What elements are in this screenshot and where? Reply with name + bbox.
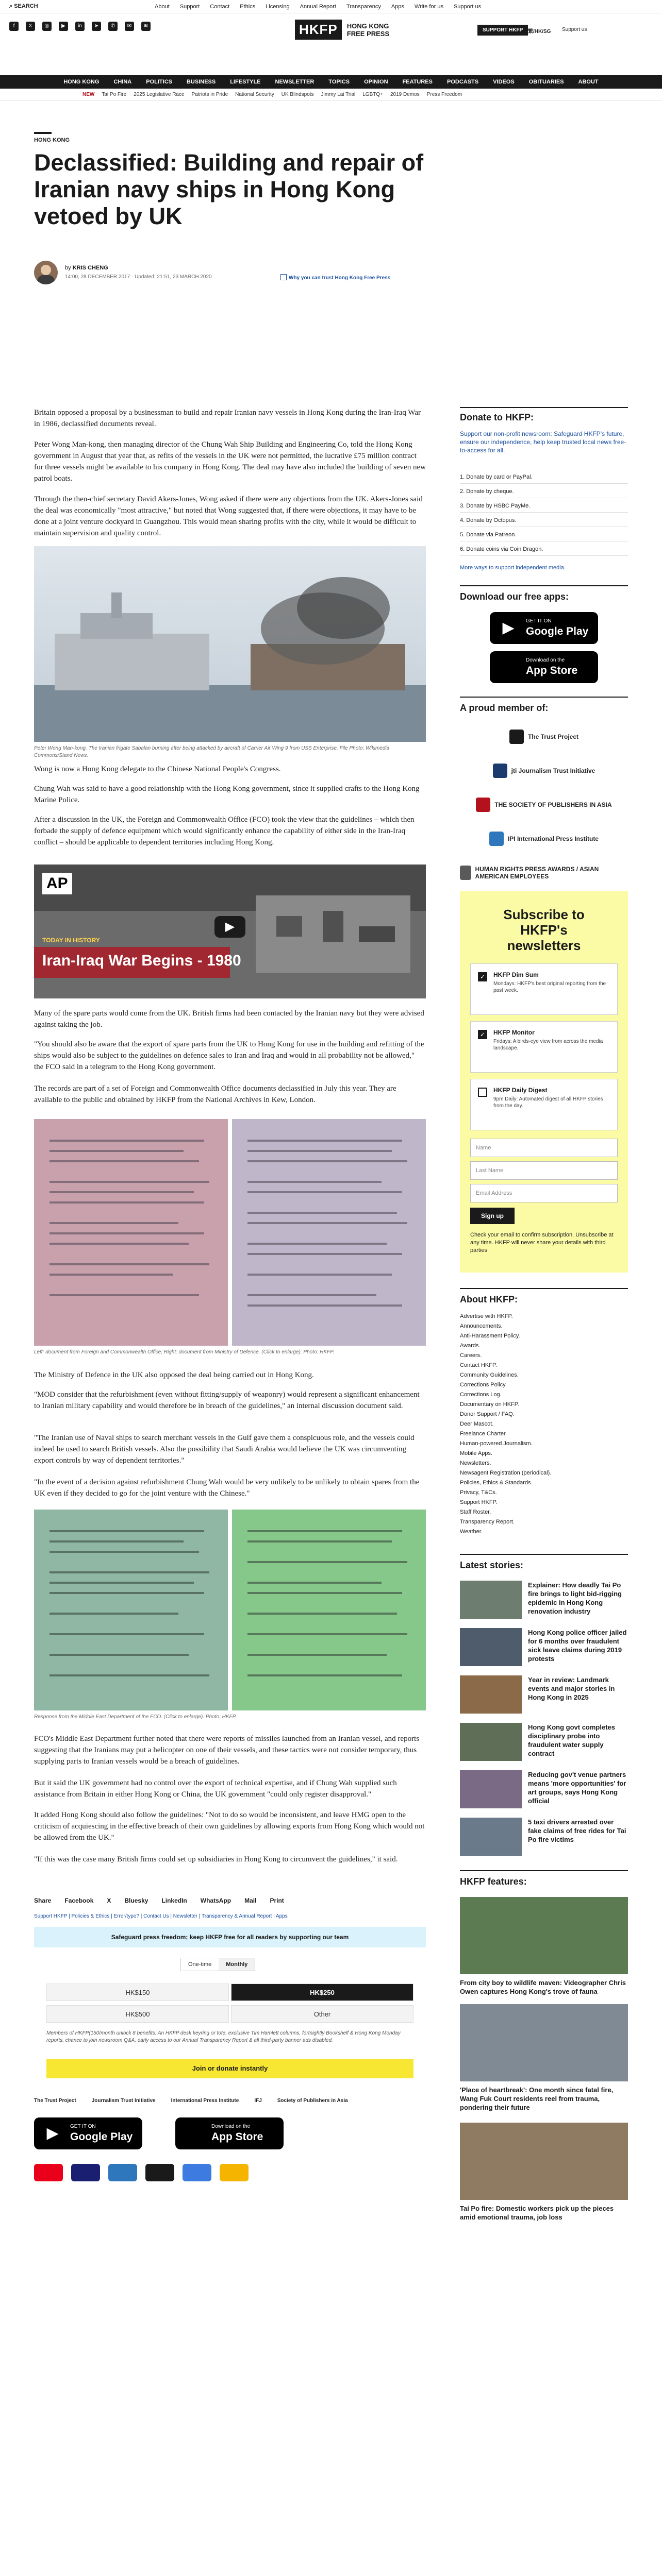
share-linkedin[interactable]: LinkedIn [161, 1897, 187, 1904]
nav-lifestyle[interactable]: LIFESTYLE [230, 79, 261, 85]
social-icons [9, 22, 151, 31]
top-utility-bar [0, 0, 662, 13]
about-link[interactable]: Mobile Apps. [460, 1450, 492, 1456]
share-whatsapp[interactable]: WhatsApp [200, 1897, 231, 1904]
instagram-icon[interactable]: ◎ [42, 22, 52, 31]
share-x[interactable]: X [107, 1897, 111, 1904]
latest-story[interactable]: Explainer: How deadly Tai Po fire brings to light bid-rigging epidemic in Hong Kong renovation industry [460, 1581, 628, 1622]
about-list [460, 1312, 628, 1537]
ticker-item[interactable]: 2019 Demos [390, 92, 420, 97]
payment-cards [34, 2164, 426, 2181]
about-link[interactable]: Awards. [460, 1343, 481, 1349]
ticker-item[interactable]: Patriots in Pride [191, 92, 228, 97]
member-logo-jti[interactable]: jti Journalism Trust Initiative [460, 755, 628, 786]
whatsapp-icon[interactable]: ✆ [108, 22, 118, 31]
article-paragraph: It added Hong Kong should also follow the guidelines: "Not to do so would be inconsistent, and leave HMG open to the criticism of acquiescing in the effective breach of their own guidelines by allowing exports from Hong Kong which would not be allowed from the UK." [34, 1811, 425, 1842]
feature-image [460, 2123, 628, 2200]
share-mail[interactable]: Mail [244, 1897, 257, 1904]
byline: by KRIS CHENG [65, 265, 108, 271]
feature-image [460, 1897, 628, 1974]
about-link[interactable]: Documentary on HKFP. [460, 1401, 519, 1408]
about-link[interactable]: Support HKFP. [460, 1499, 498, 1505]
share-label: Share [34, 1897, 52, 1904]
about-link[interactable]: Careers. [460, 1352, 482, 1359]
about-link[interactable]: Community Guidelines. [460, 1372, 519, 1378]
article-dates: 14:00, 28 DECEMBER 2017 · Updated: 21:51, 23 MARCH 2020 [65, 274, 212, 280]
telegram-icon[interactable]: ➤ [92, 22, 101, 31]
member-logo-sopa[interactable]: THE SOCIETY OF PUBLISHERS IN ASIA [460, 789, 628, 820]
top-link-transparency[interactable]: Transparency [346, 4, 381, 10]
facebook-icon[interactable]: f [9, 22, 19, 31]
document-scans-2[interactable] [34, 1510, 426, 1710]
email-input[interactable]: Email Address [470, 1184, 618, 1202]
donate-option[interactable]: 3. Donate by HSBC PayMe. [460, 503, 628, 509]
donate-heading: Donate to HKFP: [460, 412, 534, 422]
apple-icon [184, 2124, 204, 2143]
photo-caption: Response from the Middle East Department of the FCO. (Click to enlarge). Photo: HKFP. [34, 1714, 237, 1720]
top-links [155, 4, 481, 10]
trust-link[interactable]: Why you can trust Hong Kong Free Press [280, 274, 390, 281]
nav-features[interactable]: FEATURES [402, 79, 433, 85]
logo-name: HONG KONG FREE PRESS [346, 22, 390, 38]
tab-monthly[interactable]: Monthly [219, 1958, 255, 1971]
nav-politics[interactable]: POLITICS [146, 79, 172, 85]
about-link[interactable]: Contact HKFP. [460, 1362, 497, 1368]
article-paragraph: "If this was the case many British firms could set up subsidiaries in Hong Kong to circumvent the guidelines," it said. [34, 1855, 398, 1863]
sign-up-button[interactable]: Sign up [470, 1208, 515, 1224]
avatar[interactable] [34, 261, 58, 284]
feature-story[interactable]: Tai Po fire: Domestic workers pick up the pieces amid emotional trauma, job loss [460, 2123, 628, 2222]
newsletter-daily-digest[interactable]: HKFP Daily Digest 9pm Daily: Automated digest of all HKFP stories from the day. [470, 1079, 618, 1130]
story-thumbnail [460, 1770, 522, 1808]
video-kicker: TODAY IN HISTORY [42, 937, 100, 944]
youtube-icon[interactable]: ▶ [59, 22, 68, 31]
ship-photo [34, 546, 426, 742]
story-thumbnail [460, 1675, 522, 1714]
shield-check-icon [280, 274, 287, 280]
google-play-icon: ▶ [46, 2125, 59, 2142]
apple-icon [498, 657, 519, 677]
topic-ticker [0, 89, 662, 101]
about-link[interactable]: Newsagent Registration (periodical). [460, 1470, 552, 1476]
about-link[interactable]: Advertise with HKFP. [460, 1313, 513, 1319]
nav-newsletter[interactable]: NEWSLETTER [275, 79, 315, 85]
google-play-button-footer[interactable]: ▶ GET IT ON Google Play [34, 2117, 142, 2149]
footer-logo[interactable]: Society of Publishers in Asia [277, 2098, 348, 2104]
ticker-new-label: NEW [82, 92, 95, 97]
app-store-button-footer[interactable]: Download on the App Store [175, 2117, 284, 2149]
newsletter-note: Check your email to confirm subscription. Unsubscribe at any time. HKFP will never share your details with third parties. [470, 1232, 614, 1253]
apps-heading: Download our free apps: [460, 591, 569, 602]
member-logo-hrpa[interactable]: HUMAN RIGHTS PRESS AWARDS / ASIAN AMERICAN EMPLOYEES [460, 857, 628, 888]
first-name-input[interactable]: Name [470, 1139, 618, 1157]
about-link[interactable]: Staff Roster. [460, 1509, 491, 1515]
ticker-item[interactable]: National Security [235, 92, 274, 97]
footer-links[interactable]: Support HKFP | Policies & Ethics | Error/typo? | Contact Us | Newsletter | Transparency & Annual Report | Apps [34, 1913, 288, 1919]
about-heading: About HKFP: [460, 1294, 518, 1304]
nav-about[interactable]: ABOUT [578, 79, 599, 85]
donate-option[interactable]: 4. Donate by Octopus. [460, 517, 628, 523]
ticker-item[interactable]: Press Freedom [426, 92, 462, 97]
feature-image [460, 2004, 628, 2081]
rss-icon[interactable]: ≋ [141, 22, 151, 31]
ticker-item[interactable]: UK Blindspots [281, 92, 314, 97]
main-nav [0, 75, 662, 89]
top-link-licensing[interactable]: Licensing [266, 4, 290, 10]
article-kicker[interactable]: HONG KONG [34, 137, 70, 143]
kicker-rule [34, 132, 52, 134]
article-paragraph: "In the event of a decision against refurbishment Chung Wah would be very unlikely to be unlikely to obtain spares from the UK even if they decided to go for the joint venture with the Chinese." [34, 1478, 420, 1498]
last-name-input[interactable]: Last Name [470, 1161, 618, 1180]
support-hkfp-button[interactable]: SUPPORT HKFP [477, 25, 528, 36]
top-link-apps[interactable]: Apps [391, 4, 404, 10]
about-link[interactable]: Human-powered Journalism. [460, 1440, 533, 1447]
x-icon[interactable]: X [26, 22, 35, 31]
features-heading: HKFP features: [460, 1876, 527, 1887]
document-scans[interactable] [34, 1119, 426, 1346]
donate-option[interactable]: 5. Donate via Patreon. [460, 532, 628, 538]
author-row [34, 261, 446, 286]
amount-other[interactable]: Other [231, 2005, 413, 2023]
about-link[interactable]: Donor Support / FAQ. [460, 1411, 515, 1417]
top-link-write[interactable]: Write for us [414, 4, 443, 10]
top-link-about[interactable]: About [155, 4, 170, 10]
checkbox-checked[interactable]: ✓ [478, 972, 487, 981]
photo-caption: Peter Wong Man-kong. The Iranian frigate Sabalan burning after being attacked by aircraft of Carrier Air Wing 9 from USS Enterprise. File Photo: Wikimedia Commons/Stand News. [34, 745, 390, 758]
latest-story[interactable]: Year in review: Landmark events and major stories in Hong Kong in 2025 [460, 1675, 628, 1717]
google-play-icon: ▶ [502, 619, 515, 636]
about-link[interactable]: Policies, Ethics & Standards. [460, 1480, 533, 1486]
article-paragraph: But it said the UK government had no control over the export of technical expertise, and if Chung Wah supplied such assistance from Britain in either Hong Kong or China, the UK government "could only register disapproval." [34, 1779, 397, 1799]
newsletter-signup: Subscribe to HKFP's newsletters ✓ HKFP Dim Sum Mondays: HKFP's best original reporting from the past week. ✓ HKFP Monitor Fridays: A birds-eye view from across the media landscape. HKFP Daily Digest 9pm Daily: Automated digest of all HKFP stories from the day. Name Last Name Email Address Sign up Check your email to confirm subscription. Unsubscribe at any time. HKFP will never share your details with third parties. [460, 891, 628, 1273]
logo-mark: HKFP [295, 20, 342, 40]
mastercard-icon [34, 2164, 63, 2181]
article-title: Declassified: Building and repair of Iranian navy ships in Hong Kong vetoed by UK [34, 149, 424, 229]
share-print[interactable]: Print [270, 1897, 284, 1904]
join-donate-button[interactable]: Join or donate instantly [46, 2059, 413, 2078]
donate-option[interactable]: 6. Donate coins via Coin Dragon. [460, 546, 628, 552]
visa-icon [71, 2164, 100, 2181]
ticker-item[interactable]: 2025 Legislative Race [134, 92, 185, 97]
member-logo-trust-project[interactable]: The Trust Project [460, 721, 628, 752]
nav-hong-kong[interactable]: HONG KONG [63, 79, 100, 85]
article-paragraph: The records are part of a set of Foreign and Commonwealth Office documents declassified in July this year. They are available to the public and obtained by HKFP from the National Archives in Kew, London. [34, 1084, 396, 1104]
article-paragraph: Through the then-chief secretary David Akers-Jones, Wong asked if there were any objections from the UK. Akers-Jones said the deal was economically "most attractive," but noted that Wong suggested that, if there were objections, it may have to be done at a joint venture dockyard in Guangzhou. This would mean sharing profits with the city, while it would be difficult to maintain supervision and quality control. [34, 495, 423, 537]
latest-story[interactable]: Reducing gov't venue partners means 'more opportunities' for art groups, says Hong Kong official [460, 1770, 628, 1811]
footer-logo[interactable]: International Press Institute [171, 2098, 239, 2104]
about-link[interactable]: Announcements. [460, 1323, 503, 1329]
safeguard-banner: Safeguard press freedom; keep HKFP free for all readers by supporting our team [34, 1927, 426, 1947]
article-paragraph: After a discussion in the UK, the Foreign and Commonwealth Office (FCO) took the view that the guidelines – which then forbade the supply of defence equipment which would significantly enhance the capability of either side in the Iran-Iraq conflict – should be applicable to dependent territories including Hong Kong. [34, 816, 415, 846]
apple-pay-icon [145, 2164, 174, 2181]
story-thumbnail [460, 1581, 522, 1619]
google-pay-icon [183, 2164, 211, 2181]
ticker-item[interactable]: Tai Po Fire [102, 92, 127, 97]
about-link[interactable]: Transparency Report. [460, 1519, 515, 1525]
article-paragraph: Peter Wong Man-kong, then managing director of the Chung Wah Ship Building and Engineering Co, told the Hong Kong government in August that year that, as refits of the vessels in the UK were not permitted, the lucrative £75 million contract for three vessels might be available to his company in Hong Kong. The deal may have also included the building of seven new patrol boats. [34, 440, 426, 483]
top-link-support-us[interactable]: Support us [453, 4, 482, 10]
share-bluesky[interactable]: Bluesky [124, 1897, 148, 1904]
video-embed[interactable] [34, 865, 426, 998]
photo-caption: Left: document from Foreign and Commonwealth Office; Right: document from Ministry of Defence. (Click to enlarge). Photo: HKFP. [34, 1349, 335, 1355]
about-link[interactable]: Freelance Charter. [460, 1431, 507, 1437]
donate-option[interactable]: 1. Donate by card or PayPal. [460, 474, 628, 480]
checkbox-unchecked[interactable] [478, 1088, 487, 1097]
about-link[interactable]: Corrections Log. [460, 1392, 502, 1398]
member-logo-ipi[interactable]: IPI International Press Institute [460, 823, 628, 854]
nav-opinion[interactable]: OPINION [364, 79, 388, 85]
donate-option[interactable]: 2. Donate by cheque. [460, 488, 628, 495]
newsletter-monitor[interactable]: ✓ HKFP Monitor Fridays: A birds-eye view from across the media landscape. [470, 1021, 618, 1073]
footer-logo[interactable]: The Trust Project [34, 2098, 76, 2104]
amount-150[interactable]: HK$150 [46, 1984, 229, 2001]
nav-podcasts[interactable]: PODCASTS [446, 79, 479, 85]
top-link-annual-report[interactable]: Annual Report [300, 4, 336, 10]
search-icon: ⌕ [9, 3, 14, 9]
app-store-button[interactable]: Download on the App Store [490, 651, 598, 683]
footer-member-logos [34, 2098, 426, 2104]
about-link[interactable]: Anti-Harassment Policy. [460, 1333, 520, 1339]
nav-business[interactable]: BUSINESS [186, 79, 216, 85]
share-bar [34, 1897, 426, 1904]
article-paragraph: FCO's Middle East Department further noted that there were reports of missiles launched from an Iranian vessel, and reports suggesting that the Iranians may put a helicopter on one of their vessels, and these tactics were not consider temporary, thus supplying parts to Iranian vessels would be a breach of guidelines. [34, 1735, 420, 1766]
nav-obituaries[interactable]: OBITUARIES [528, 79, 564, 85]
site-logo[interactable] [295, 20, 389, 40]
latest-story[interactable]: Hong Kong police officer jailed for 6 months over fraudulent sick leave claims during 2019 protests [460, 1628, 628, 1669]
footer-logo[interactable]: Journalism Trust Initiative [91, 2098, 156, 2104]
mail-icon[interactable]: ✉ [125, 22, 134, 31]
author-link[interactable]: KRIS CHENG [72, 265, 108, 271]
search-button[interactable]: ⌕ SEARCH [9, 3, 38, 9]
about-link[interactable]: Deer Mascot. [460, 1421, 494, 1427]
article-paragraph: Wong is now a Hong Kong delegate to the Chinese National People's Congress. [34, 765, 281, 773]
amount-250[interactable]: HK$250 [231, 1984, 413, 2001]
article-paragraph: Many of the spare parts would come from the UK. British firms had been contacted by the Iranian navy but they were advised against taking the job. [34, 1009, 424, 1029]
support-us-link[interactable]: Support us [562, 27, 587, 32]
nav-china[interactable]: CHINA [113, 79, 132, 85]
top-link-ethics[interactable]: Ethics [240, 4, 256, 10]
linkedin-icon[interactable]: in [75, 22, 85, 31]
article-paragraph: The Ministry of Defence in the UK also opposed the deal being carried out in Hong Kong. [34, 1371, 314, 1379]
article-paragraph: "The Iranian use of Naval ships to search merchant vessels in the Gulf gave them a conspicuous role, and the vessels could indeed be used to search British vessels. Also the possibility that Saudi Arabia would believe the UK was circumventing export controls by way of dependent territories." [34, 1434, 415, 1465]
language-switch[interactable]: 繁/HK/SG [528, 29, 551, 35]
video-title: Iran-Iraq War Begins - 1980 [42, 952, 241, 969]
about-link[interactable]: Newsletters. [460, 1460, 491, 1466]
donation-frequency-tabs [180, 1958, 255, 1971]
more-ways-link[interactable]: More ways to support independent media. [460, 565, 566, 571]
article-paragraph: Chung Wah was said to have a good relationship with the Hong Kong government, since it supplied crafts to the Hong Kong Marine Police. [34, 785, 420, 804]
top-link-contact[interactable]: Contact [210, 4, 230, 10]
story-thumbnail [460, 1818, 522, 1856]
feature-story[interactable]: 'Place of heartbreak': One month since fatal fire, Wang Fuk Court residents reel from trauma, pondering their future [460, 2004, 628, 2112]
nav-videos[interactable]: VIDEOS [493, 79, 515, 85]
article-paragraph: Britain opposed a proposal by a businessman to build and repair Iranian navy vessels in Hong Kong during the Iran-Iraq War in 1986, declassified documents reveal. [34, 409, 421, 428]
latest-story[interactable]: Hong Kong govt completes disciplinary probe into fraudulent water supply contract [460, 1723, 628, 1764]
article-photo-ships[interactable] [34, 546, 426, 742]
story-thumbnail [460, 1628, 522, 1666]
member-heading: A proud member of: [460, 703, 549, 713]
ticker-item[interactable]: LGBTQ+ [362, 92, 383, 97]
footer-logo[interactable]: IFJ [254, 2098, 262, 2104]
checkbox-checked[interactable]: ✓ [478, 1030, 487, 1039]
article-paragraph: "You should also be aware that the export of spare parts from the UK to Hong Kong for use in the building and refitting of the ships would also be subject to the guidelines on defence sales to Iran and Iraq and would in all probability not be allowed," the FCO said in a telegram to the Hong Kong government. [34, 1040, 424, 1071]
newsletter-dim-sum[interactable]: ✓ HKFP Dim Sum Mondays: HKFP's best original reporting from the past week. [470, 963, 618, 1015]
google-play-button[interactable]: ▶ GET IT ON Google Play [490, 612, 598, 644]
latest-story[interactable]: 5 taxi drivers arrested over fake claims of free rides for Tai Po fire victims [460, 1818, 628, 1859]
latest-heading: Latest stories: [460, 1560, 524, 1570]
tab-one-time[interactable]: One-time [188, 1961, 212, 1968]
amount-500[interactable]: HK$500 [46, 2005, 229, 2023]
amex-icon [108, 2164, 137, 2181]
nav-topics[interactable]: TOPICS [328, 79, 350, 85]
ticker-item[interactable]: Jimmy Lai Trial [321, 92, 356, 97]
about-link[interactable]: Weather. [460, 1529, 483, 1535]
membership-note: Members of HKFP(150/month unlock 8 benefits: An HKFP desk keyring or tote, exclusive Tim Hamlett columns, fortnightly Bookshelf & Hong Kong Monday reports, chance to join newsroom Q&A, early access to our Annual Transparency Report & all third-party banner ads disabled. [46, 2030, 401, 2043]
about-link[interactable]: Corrections Policy. [460, 1382, 507, 1388]
share-facebook[interactable]: Facebook [64, 1897, 94, 1904]
article-paragraph: "MOD consider that the refurbishment (even without fitting/supply of weaponry) would represent a significant enhancement to Iranian military capability and would therefore be in breach of the guidelines," an internal discussion document said. [34, 1391, 420, 1410]
donate-intro[interactable]: Support our non-profit newsroom: Safeguard HKFP's future, ensure our independence, help keep trusted local news free-to-access for all. [460, 430, 626, 454]
octopus-icon [220, 2164, 249, 2181]
play-icon[interactable]: ▶ [214, 916, 245, 938]
top-link-support[interactable]: Support [179, 4, 200, 10]
document-photos [34, 1119, 426, 1346]
video-brand: AP [42, 873, 72, 894]
document-photos-2 [34, 1510, 426, 1710]
about-link[interactable]: Privacy, T&Cs. [460, 1489, 497, 1496]
story-thumbnail [460, 1723, 522, 1761]
feature-story[interactable]: From city boy to wildlife maven: Videographer Chris Owen captures Hong Kong's trove of fauna [460, 1897, 628, 1996]
